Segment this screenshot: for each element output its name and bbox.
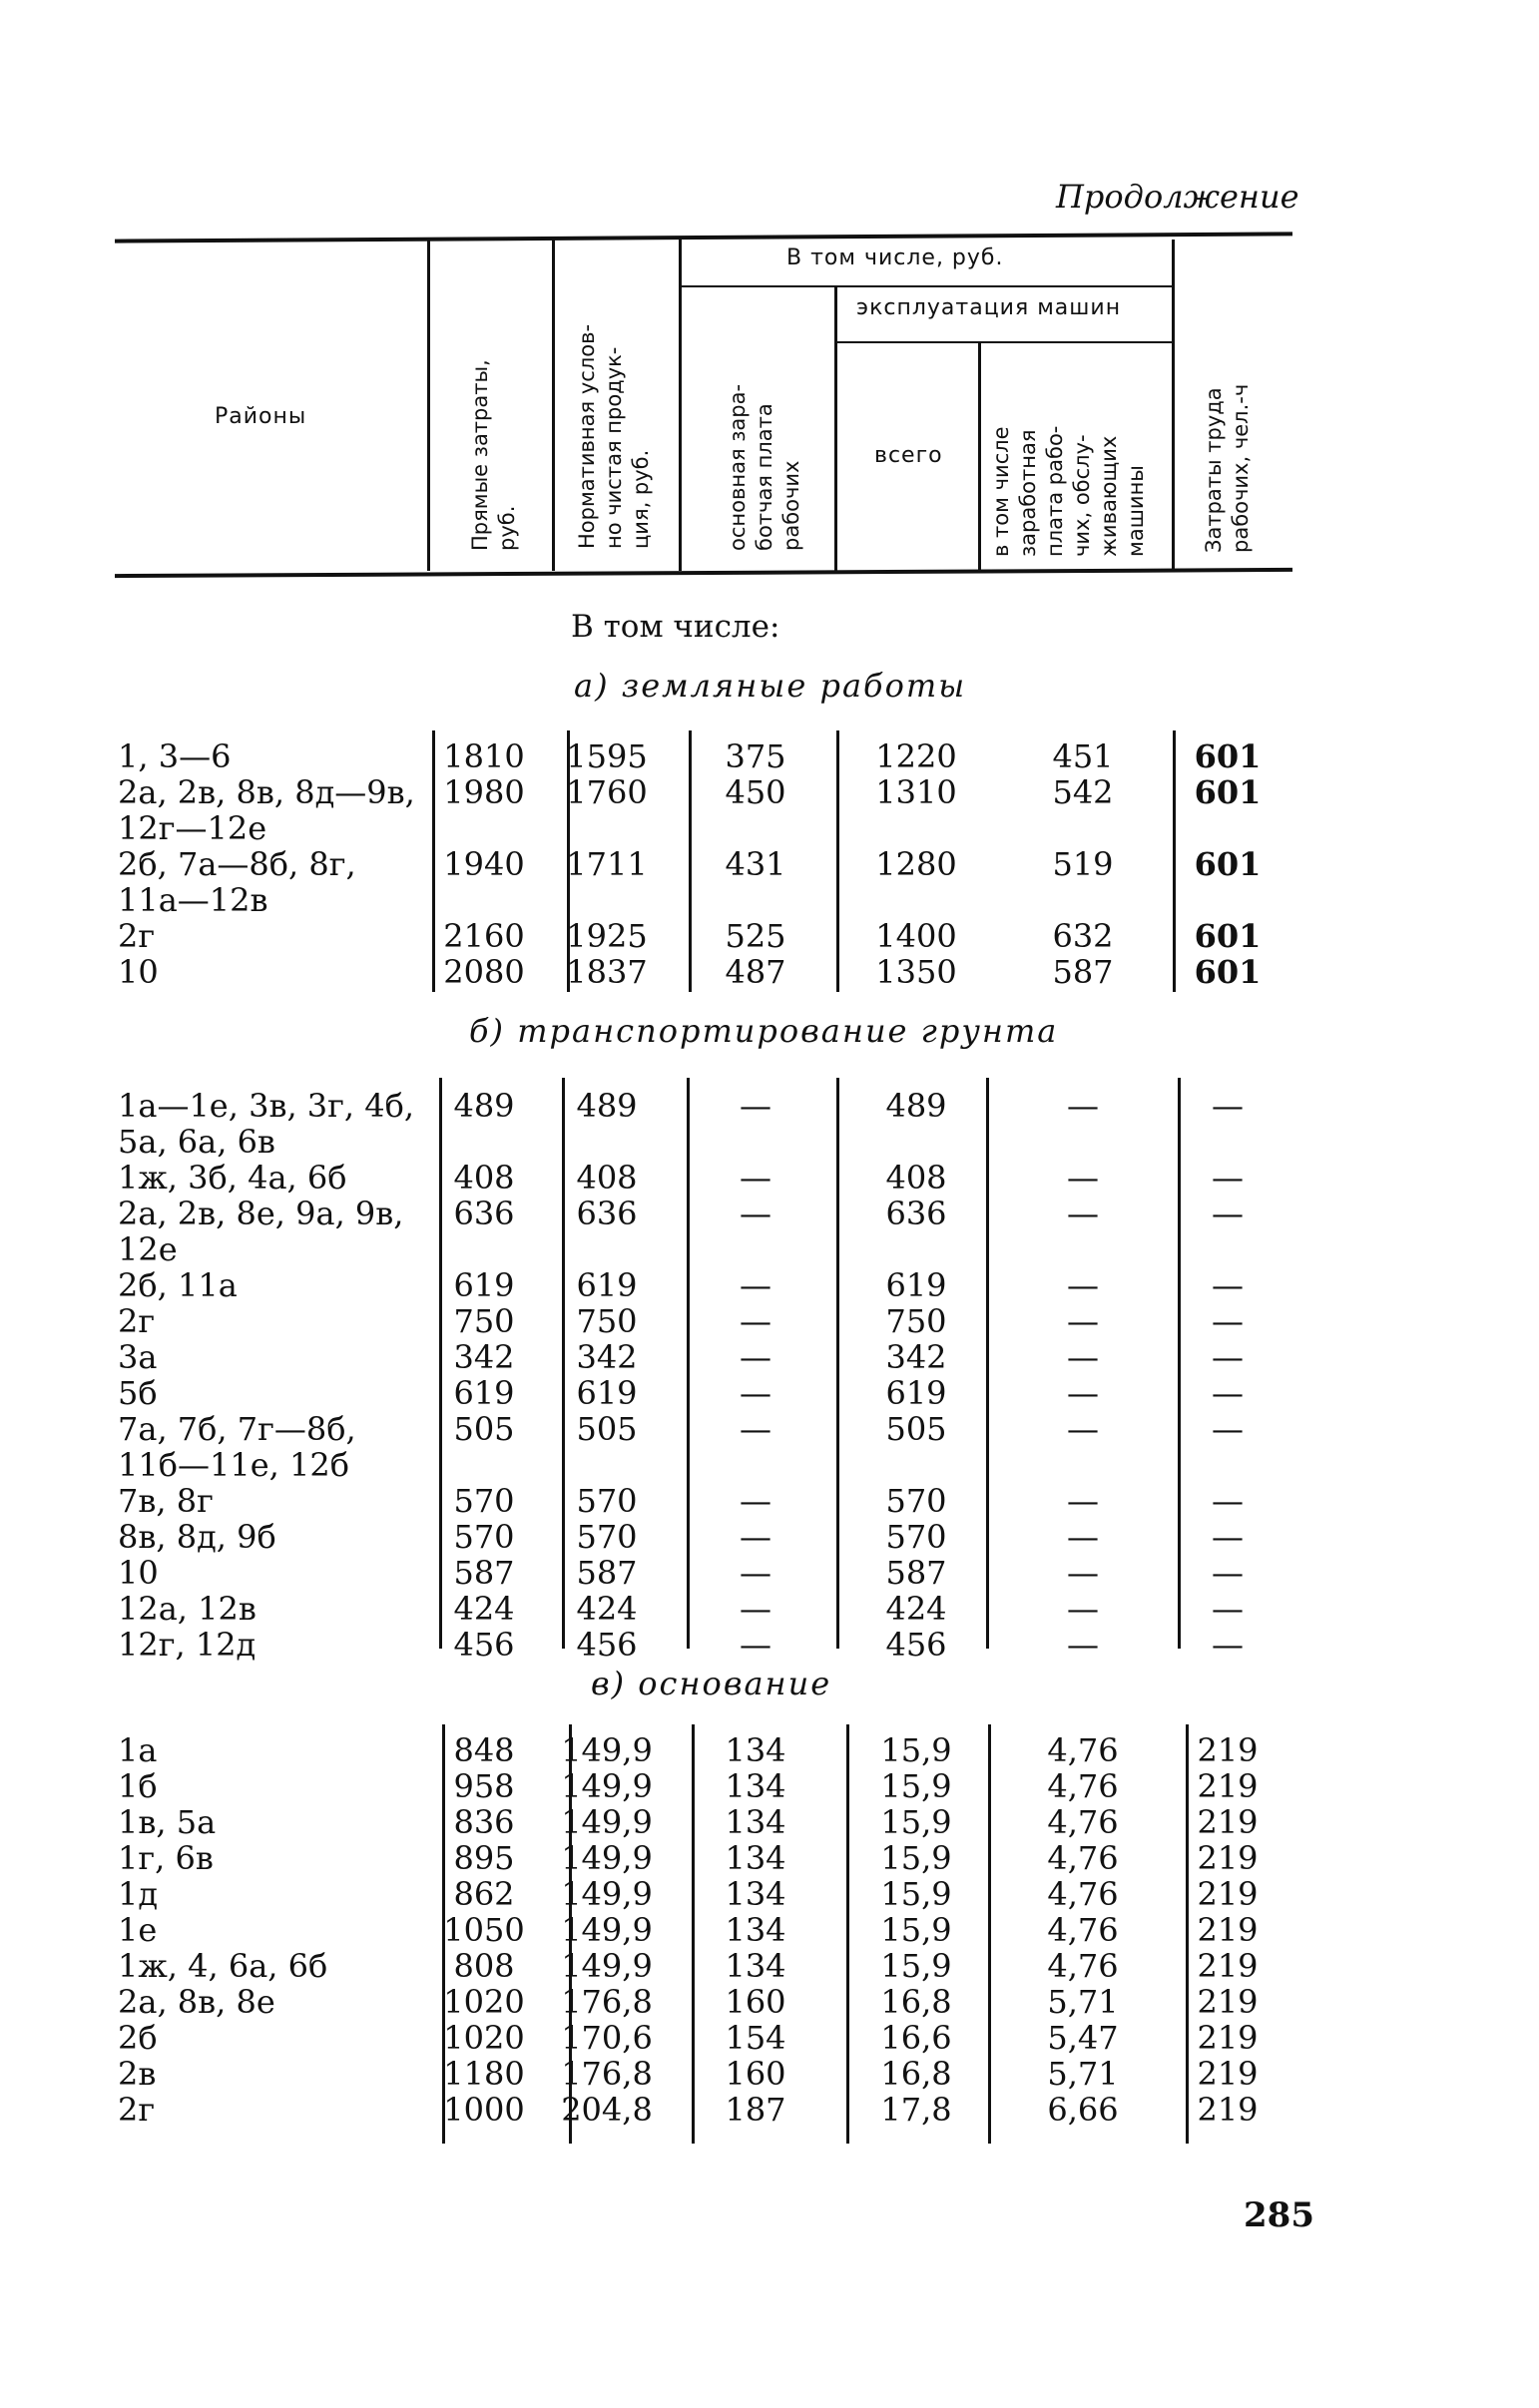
cell-normativnaya: 587 [576, 1554, 638, 1592]
table-row [0, 1840, 1539, 1876]
cell-vsego: 1350 [875, 953, 957, 991]
cell-vsego: 15,9 [880, 1947, 952, 1985]
cell-zarplata-mashin: — [1067, 1302, 1099, 1340]
cell-zatraty-truda: 601 [1194, 845, 1262, 883]
cell-pryamye: 505 [453, 1410, 515, 1448]
header-col-separator [978, 343, 981, 571]
table-row [0, 1196, 1539, 1231]
row-district: 1б [118, 1767, 158, 1805]
cell-vsego: 489 [885, 1087, 947, 1125]
table-row [0, 1160, 1539, 1196]
cell-zarplata-mashin: 4,76 [1047, 1803, 1119, 1841]
cell-normativnaya: 636 [576, 1195, 638, 1232]
table-row [0, 2056, 1539, 2092]
cell-normativnaya: 149,9 [561, 1767, 653, 1805]
table-row [0, 2092, 1539, 2128]
cell-zatraty-truda: — [1212, 1338, 1244, 1376]
table-row [0, 2020, 1539, 2056]
row-district: 1г, 6в [118, 1839, 214, 1877]
row-district: 1а—1е, 3в, 3г, 4б, [118, 1087, 415, 1125]
cell-vsego: 15,9 [880, 1767, 952, 1805]
cell-pryamye: 408 [453, 1159, 515, 1197]
cell-zatraty-truda: 601 [1194, 917, 1262, 955]
cell-zarplata-mashin: — [1067, 1518, 1099, 1556]
cell-vsego: 16,6 [880, 2019, 952, 2057]
cell-zarplata-mashin: 587 [1052, 953, 1114, 991]
cell-osnovnaya: — [740, 1374, 771, 1412]
cell-normativnaya: 489 [576, 1087, 638, 1125]
header-subgroup-rule [834, 341, 1172, 343]
cell-osnovnaya: — [740, 1266, 771, 1304]
cell-vsego: 456 [885, 1626, 947, 1664]
cell-normativnaya: 149,9 [561, 1839, 653, 1877]
row-district: 10 [118, 953, 159, 991]
cell-osnovnaya: — [740, 1590, 771, 1628]
cell-pryamye: 489 [453, 1087, 515, 1125]
header-normativnaya: Нормативная услов- но чистая продук- ция, руб. [575, 323, 653, 549]
cell-normativnaya: 149,9 [561, 1911, 653, 1949]
row-district: 3а [118, 1338, 158, 1376]
v-tom-chisle-label: В том числе: [571, 609, 780, 645]
row-district: 5б [118, 1374, 158, 1412]
row-district: 1в, 5а [118, 1803, 217, 1841]
cell-pryamye: 1020 [443, 2019, 525, 2057]
cell-osnovnaya: 187 [725, 2091, 786, 2129]
cell-normativnaya: 619 [576, 1374, 638, 1412]
header-col-separator [552, 240, 555, 571]
cell-normativnaya: 149,9 [561, 1803, 653, 1841]
table-row [0, 1876, 1539, 1912]
cell-osnovnaya: 160 [725, 1983, 786, 2021]
header-col-separator [1172, 240, 1175, 571]
cell-normativnaya: 149,9 [561, 1875, 653, 1913]
cell-pryamye: 895 [453, 1839, 515, 1877]
table-row [0, 774, 1539, 810]
cell-osnovnaya: 134 [725, 1803, 786, 1841]
cell-osnovnaya: 154 [725, 2019, 786, 2057]
cell-zarplata-mashin: 4,76 [1047, 1947, 1119, 1985]
cell-zarplata-mashin: 4,76 [1047, 1767, 1119, 1805]
cell-vsego: 505 [885, 1410, 947, 1448]
cell-pryamye: 836 [453, 1803, 515, 1841]
cell-normativnaya: 408 [576, 1159, 638, 1197]
row-district: 1е [118, 1911, 158, 1949]
cell-pryamye: 1050 [443, 1911, 525, 1949]
header-v-tom-chisle: В том числе, руб. [786, 245, 1004, 270]
cell-zarplata-mashin: — [1067, 1554, 1099, 1592]
cell-normativnaya: 750 [576, 1302, 638, 1340]
cell-zarplata-mashin: — [1067, 1482, 1099, 1520]
table-row [0, 1627, 1539, 1663]
row-district: 7а, 7б, 7г—8б, [118, 1410, 356, 1448]
cell-normativnaya: 424 [576, 1590, 638, 1628]
header-col-separator [427, 240, 430, 571]
row-district: 2г [118, 2091, 156, 2129]
cell-pryamye: 808 [453, 1947, 515, 1985]
cell-normativnaya: 342 [576, 1338, 638, 1376]
cell-zatraty-truda: 219 [1197, 2055, 1259, 2093]
cell-osnovnaya: 450 [725, 773, 786, 811]
header-bottom-rule [115, 568, 1292, 578]
cell-osnovnaya: — [740, 1410, 771, 1448]
cell-pryamye: 619 [453, 1374, 515, 1412]
cell-osnovnaya: 134 [725, 1911, 786, 1949]
cell-normativnaya: 1595 [566, 737, 648, 775]
cell-pryamye: 1810 [443, 737, 525, 775]
cell-normativnaya: 176,8 [561, 2055, 653, 2093]
cell-zarplata-mashin: 5,71 [1047, 2055, 1119, 2093]
cell-vsego: 342 [885, 1338, 947, 1376]
table-row [0, 1768, 1539, 1804]
cell-vsego: 1280 [875, 845, 957, 883]
cell-pryamye: 424 [453, 1590, 515, 1628]
table-row [0, 846, 1539, 882]
cell-normativnaya: 149,9 [561, 1731, 653, 1769]
row-district: 1, 3—6 [118, 737, 232, 775]
cell-vsego: 636 [885, 1195, 947, 1232]
cell-normativnaya: 570 [576, 1482, 638, 1520]
continued-caption: Продолжение [1056, 178, 1299, 216]
header-osnovnaya-zarplata: основная зара- ботчая плата рабочих [726, 383, 803, 551]
section-title-transport: б) транспортирование грунта [469, 1012, 1059, 1050]
cell-vsego: 408 [885, 1159, 947, 1197]
cell-zatraty-truda: — [1212, 1159, 1244, 1197]
table-row [0, 1804, 1539, 1840]
cell-vsego: 15,9 [880, 1839, 952, 1877]
cell-zarplata-mashin: — [1067, 1266, 1099, 1304]
cell-zatraty-truda: 219 [1197, 2019, 1259, 2057]
cell-osnovnaya: — [740, 1195, 771, 1232]
cell-pryamye: 2160 [443, 917, 525, 955]
cell-vsego: 750 [885, 1302, 947, 1340]
cell-osnovnaya: 134 [725, 1947, 786, 1985]
cell-normativnaya: 204,8 [561, 2091, 653, 2129]
cell-zarplata-mashin: 4,76 [1047, 1911, 1119, 1949]
cell-osnovnaya: 160 [725, 2055, 786, 2093]
cell-zatraty-truda: — [1212, 1410, 1244, 1448]
row-district: 2а, 2в, 8е, 9а, 9в, [118, 1195, 404, 1232]
cell-zatraty-truda: 219 [1197, 1839, 1259, 1877]
cell-zatraty-truda: 219 [1197, 1767, 1259, 1805]
table-row [0, 1375, 1539, 1411]
cell-zarplata-mashin: 542 [1052, 773, 1114, 811]
cell-osnovnaya: — [740, 1626, 771, 1664]
cell-zatraty-truda: — [1212, 1590, 1244, 1628]
cell-zatraty-truda: — [1212, 1518, 1244, 1556]
cell-vsego: 570 [885, 1518, 947, 1556]
cell-vsego: 17,8 [880, 2091, 952, 2129]
cell-pryamye: 570 [453, 1482, 515, 1520]
cell-vsego: 619 [885, 1374, 947, 1412]
cell-zatraty-truda: 219 [1197, 1875, 1259, 1913]
row-district-continuation: 11а—12в [118, 881, 268, 919]
cell-normativnaya: 1711 [566, 845, 648, 883]
cell-zatraty-truda: — [1212, 1626, 1244, 1664]
cell-zarplata-mashin: — [1067, 1087, 1099, 1125]
table-row [0, 1411, 1539, 1447]
cell-zarplata-mashin: — [1067, 1338, 1099, 1376]
cell-pryamye: 848 [453, 1731, 515, 1769]
header-group-rule [679, 285, 1172, 287]
row-district: 10 [118, 1554, 159, 1592]
cell-osnovnaya: — [740, 1554, 771, 1592]
cell-zarplata-mashin: 5,47 [1047, 2019, 1119, 2057]
cell-normativnaya: 1925 [566, 917, 648, 955]
row-district-continuation: 12г—12е [118, 809, 267, 847]
cell-zarplata-mashin: 451 [1052, 737, 1114, 775]
cell-zatraty-truda: — [1212, 1482, 1244, 1520]
cell-osnovnaya: 487 [725, 953, 786, 991]
cell-zatraty-truda: 219 [1197, 1803, 1259, 1841]
cell-vsego: 1220 [875, 737, 957, 775]
cell-osnovnaya: — [740, 1087, 771, 1125]
cell-vsego: 15,9 [880, 1731, 952, 1769]
cell-zatraty-truda: 219 [1197, 1911, 1259, 1949]
cell-osnovnaya: — [740, 1338, 771, 1376]
cell-normativnaya: 170,6 [561, 2019, 653, 2057]
header-col-separator [679, 240, 682, 571]
cell-pryamye: 1180 [443, 2055, 525, 2093]
cell-osnovnaya: 375 [725, 737, 786, 775]
header-zarplata-mashin: в том числе заработная плата рабо- чих, обслу- живающих машины [989, 425, 1148, 557]
table-row [0, 918, 1539, 954]
cell-normativnaya: 1837 [566, 953, 648, 991]
cell-vsego: 1400 [875, 917, 957, 955]
cell-pryamye: 1020 [443, 1983, 525, 2021]
table-row [0, 1519, 1539, 1555]
cell-zarplata-mashin: — [1067, 1410, 1099, 1448]
cell-pryamye: 570 [453, 1518, 515, 1556]
table-row [0, 1984, 1539, 2020]
row-district-continuation: 12е [118, 1230, 178, 1268]
cell-osnovnaya: 134 [725, 1839, 786, 1877]
page-number: 285 [1244, 2195, 1314, 2235]
row-district: 2г [118, 1302, 156, 1340]
cell-pryamye: 456 [453, 1626, 515, 1664]
cell-zatraty-truda: — [1212, 1374, 1244, 1412]
cell-zatraty-truda: 219 [1197, 1947, 1259, 1985]
cell-osnovnaya: 134 [725, 1767, 786, 1805]
cell-osnovnaya: 134 [725, 1731, 786, 1769]
table-row [0, 1483, 1539, 1519]
row-district: 1ж, 3б, 4а, 6б [118, 1159, 347, 1197]
cell-normativnaya: 505 [576, 1410, 638, 1448]
header-vsego: всего [874, 443, 943, 468]
section-title-osnovanie: в) основание [591, 1665, 832, 1702]
table-row [0, 1555, 1539, 1591]
section-title-zemlyanye: а) земляные работы [574, 667, 967, 705]
cell-osnovnaya: 431 [725, 845, 786, 883]
cell-zarplata-mashin: 6,66 [1047, 2091, 1119, 2129]
table-row [0, 1912, 1539, 1948]
cell-pryamye: 342 [453, 1338, 515, 1376]
row-district: 2в [118, 2055, 157, 2093]
cell-zatraty-truda: 601 [1194, 737, 1262, 775]
cell-zatraty-truda: — [1212, 1087, 1244, 1125]
row-district: 1д [118, 1875, 159, 1913]
cell-zarplata-mashin: — [1067, 1374, 1099, 1412]
cell-zarplata-mashin: 5,71 [1047, 1983, 1119, 2021]
cell-pryamye: 862 [453, 1875, 515, 1913]
cell-vsego: 15,9 [880, 1803, 952, 1841]
cell-normativnaya: 456 [576, 1626, 638, 1664]
cell-osnovnaya: — [740, 1518, 771, 1556]
header-ekspluataciya: эксплуатация машин [856, 295, 1122, 320]
cell-zarplata-mashin: 519 [1052, 845, 1114, 883]
cell-osnovnaya: 134 [725, 1875, 786, 1913]
table-row [0, 954, 1539, 990]
table-row [0, 1591, 1539, 1627]
cell-zarplata-mashin: — [1067, 1590, 1099, 1628]
cell-vsego: 16,8 [880, 1983, 952, 2021]
header-rayony: Районы [215, 404, 307, 429]
cell-pryamye: 636 [453, 1195, 515, 1232]
cell-osnovnaya: — [740, 1302, 771, 1340]
cell-pryamye: 619 [453, 1266, 515, 1304]
cell-vsego: 15,9 [880, 1911, 952, 1949]
cell-vsego: 16,8 [880, 2055, 952, 2093]
row-district: 7в, 8г [118, 1482, 214, 1520]
row-district: 12а, 12в [118, 1590, 256, 1628]
table-row [0, 738, 1539, 774]
cell-vsego: 15,9 [880, 1875, 952, 1913]
row-district-continuation: 11б—11е, 12б [118, 1446, 349, 1484]
cell-vsego: 570 [885, 1482, 947, 1520]
cell-vsego: 1310 [875, 773, 957, 811]
cell-zarplata-mashin: 4,76 [1047, 1839, 1119, 1877]
row-district: 8в, 8д, 9б [118, 1518, 276, 1556]
cell-zarplata-mashin: 4,76 [1047, 1875, 1119, 1913]
cell-zarplata-mashin: — [1067, 1626, 1099, 1664]
cell-vsego: 424 [885, 1590, 947, 1628]
table-row [0, 1948, 1539, 1984]
cell-zatraty-truda: — [1212, 1554, 1244, 1592]
header-pryamye-zatraty: Прямые затраты, руб. [468, 359, 519, 551]
cell-osnovnaya: 525 [725, 917, 786, 955]
cell-normativnaya: 176,8 [561, 1983, 653, 2021]
table-row [0, 1732, 1539, 1768]
table-row [0, 1339, 1539, 1375]
table-row [0, 1303, 1539, 1339]
cell-vsego: 619 [885, 1266, 947, 1304]
cell-zarplata-mashin: — [1067, 1195, 1099, 1232]
cell-pryamye: 2080 [443, 953, 525, 991]
cell-pryamye: 1980 [443, 773, 525, 811]
row-district: 2б [118, 2019, 158, 2057]
header-col-separator [834, 287, 837, 571]
row-district: 2а, 8в, 8е [118, 1983, 275, 2021]
row-district: 2б, 7а—8б, 8г, [118, 845, 356, 883]
cell-zatraty-truda: — [1212, 1302, 1244, 1340]
cell-pryamye: 750 [453, 1302, 515, 1340]
row-district: 2г [118, 917, 156, 955]
cell-pryamye: 587 [453, 1554, 515, 1592]
cell-zatraty-truda: 601 [1194, 953, 1262, 991]
row-district: 1а [118, 1731, 158, 1769]
cell-normativnaya: 619 [576, 1266, 638, 1304]
cell-zatraty-truda: — [1212, 1195, 1244, 1232]
row-district: 2а, 2в, 8в, 8д—9в, [118, 773, 415, 811]
row-district-continuation: 5а, 6а, 6в [118, 1123, 275, 1161]
header-top-rule [115, 232, 1292, 242]
cell-zarplata-mashin: 4,76 [1047, 1731, 1119, 1769]
cell-zatraty-truda: 219 [1197, 1983, 1259, 2021]
cell-pryamye: 1000 [443, 2091, 525, 2129]
cell-zarplata-mashin: — [1067, 1159, 1099, 1197]
table-row [0, 1088, 1539, 1124]
cell-zatraty-truda: — [1212, 1266, 1244, 1304]
cell-zatraty-truda: 601 [1194, 773, 1262, 811]
cell-pryamye: 958 [453, 1767, 515, 1805]
cell-normativnaya: 1760 [566, 773, 648, 811]
cell-vsego: 587 [885, 1554, 947, 1592]
row-district: 1ж, 4, 6а, 6б [118, 1947, 328, 1985]
cell-osnovnaya: — [740, 1482, 771, 1520]
table-row [0, 1267, 1539, 1303]
row-district: 12г, 12д [118, 1626, 256, 1664]
cell-pryamye: 1940 [443, 845, 525, 883]
cell-normativnaya: 149,9 [561, 1947, 653, 1985]
cell-osnovnaya: — [740, 1159, 771, 1197]
cell-zatraty-truda: 219 [1197, 1731, 1259, 1769]
cell-normativnaya: 570 [576, 1518, 638, 1556]
row-district: 2б, 11а [118, 1266, 238, 1304]
cell-zarplata-mashin: 632 [1052, 917, 1114, 955]
cell-zatraty-truda: 219 [1197, 2091, 1259, 2129]
header-zatraty-truda: Затраты труда рабочих, чел.-ч [1202, 383, 1253, 553]
